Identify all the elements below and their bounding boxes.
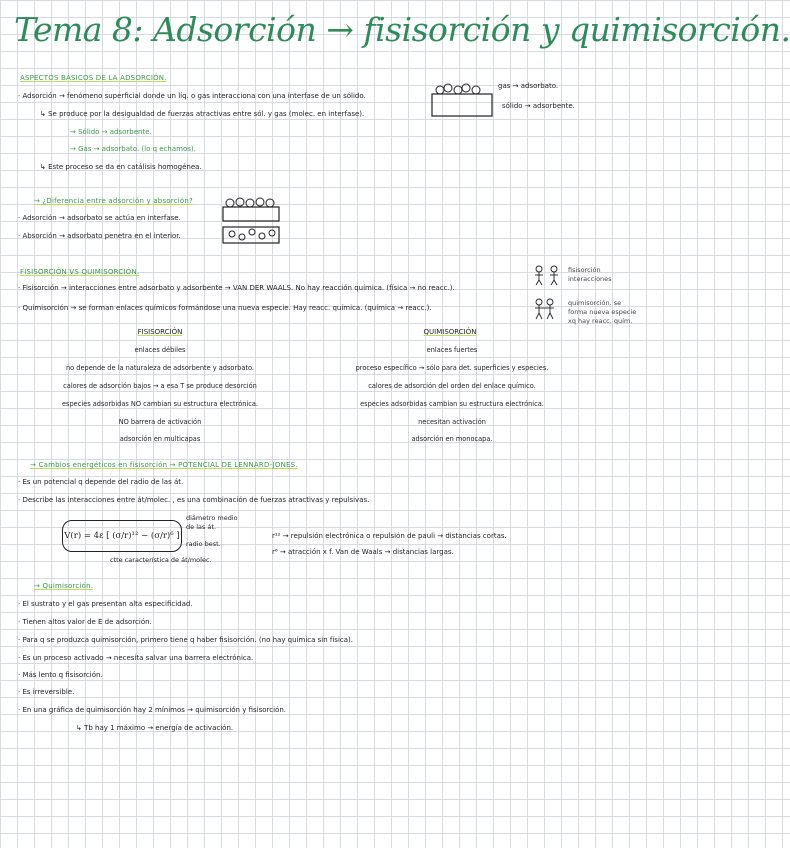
label-solido-adsorbente: sólido → adsorbente.	[502, 102, 575, 110]
qui-row: calores de adsorción del orden del enlace químico.	[368, 382, 536, 390]
fis-row: enlaces débiles	[134, 346, 186, 354]
text-r6-atraccion: r⁶ → atracción x f. Van de Waals → distancias largas.	[272, 548, 454, 556]
quimisorcion-point: · Tienen altos valor de E de adsorción.	[18, 618, 152, 626]
adsorption-diagram-icon	[428, 78, 496, 120]
text-adsorcion-def: · Adsorción → fenómeno superficial donde un líq. o gas interacciona con una interfase de un sólido.	[18, 92, 366, 100]
quimisorcion-point: · Para q se produzca quimisorción, primero tiene q haber fisisorción. (no hay química sin física).	[18, 636, 353, 644]
section-heading-diferencia: → ¿Diferencia entre adsorción y absorción?	[34, 197, 193, 205]
text-maximo: ↳ Tb hay 1 máximo → energía de activación.	[76, 724, 234, 732]
text-describe: · Describe las interacciones entre át/molec. , es una combinación de fuerzas atractivas y repulsivas.	[18, 496, 370, 504]
quimisorcion-point: · Más lento q fisisorción.	[18, 671, 103, 679]
text-quimisorcion-def: · Quimisorción → se forman enlaces químicos formándose una nueva especie. Hay reacc. química. (química → reacc.).	[18, 304, 432, 312]
fis-row: calores de adsorción bajos → a esa T se produce desorción	[63, 382, 257, 390]
text-desigualdad: ↳ Se produce por la desigualdad de fuerzas atractivas entre sól. y gas (molec. en interfase).	[40, 110, 365, 118]
text-catalisis: ↳ Este proceso se da en catálisis homogénea.	[40, 163, 202, 171]
section-heading-lennard-jones: → Cambios energéticos en fisisorción → POTENCIAL DE LENNARD-JONES.	[30, 461, 298, 469]
fisisorcion-column-header: FISISORCIÓN	[137, 328, 183, 336]
text-absorcion-interior: · Absorción → adsorbato penetra en el interior.	[18, 232, 181, 240]
section-heading-quimisorcion: → Quimisorción.	[34, 582, 94, 590]
quimisorcion-point: · Es un proceso activado → necesita salvar una barrera electrónica.	[18, 654, 254, 662]
side-note-fisisorcion: fisisorción interacciones	[568, 266, 612, 283]
label-gas-adsorbato: gas → adsorbato.	[498, 82, 559, 90]
stick-figures-icon	[532, 264, 572, 326]
text-fisisorcion-def: · Fisisorción → interacciones entre adsorbato y adsorbente → VAN DER WAALS. No hay reacción química. (física → no reacc.).	[18, 284, 455, 292]
qui-row: adsorción en monocapa.	[411, 435, 493, 443]
lennard-jones-formula: V(r) = 4ε [ (σ/r)¹² − (σ/r)⁶ ]	[62, 520, 182, 552]
annotation-diametro: diámetro medio de las át.	[186, 514, 238, 531]
text-adsorcion-interfase: · Adsorción → adsorbato se actúa en interfase.	[18, 214, 181, 222]
quimisorcion-point: · El sustrato y el gas presentan alta especificidad.	[18, 600, 193, 608]
section-heading-aspectos: ASPECTOS BÁSICOS DE LA ADSORCIÓN.	[20, 74, 167, 82]
qui-row: necesitan activación	[418, 418, 486, 426]
annotation-radio: radio best.	[186, 540, 221, 548]
qui-row: especies adsorbidas cambian su estructura electrónica.	[360, 400, 544, 408]
quimisorcion-column-header: QUIMISORCIÓN	[423, 328, 477, 336]
fis-row: especies adsorbidas NO cambian su estructura electrónica.	[61, 400, 259, 408]
quimisorcion-point: · En una gráfica de quimisorción hay 2 mínimos → quimisorción y fisisorción.	[18, 706, 286, 714]
fis-row: no depende de la naturaleza de adsorbente y adsorbato.	[66, 364, 254, 372]
text-r12-repulsion: r¹² → repulsión electrónica o repulsión de pauli → distancias cortas.	[272, 532, 507, 540]
page-title: Tema 8: Adsorción → fisisorción y quimisorción.	[14, 10, 790, 49]
absorption-diagram-icon	[220, 196, 282, 248]
fis-row: adsorción en multicapas	[119, 435, 201, 443]
fis-row: NO barrera de activación	[118, 418, 202, 426]
section-heading-fis-vs-qui: FISISORCIÓN VS QUIMISORCIÓN.	[20, 268, 140, 276]
text-potencial: · Es un potencial q depende del radio de las át.	[18, 478, 184, 486]
qui-row: enlaces fuertes	[426, 346, 478, 354]
annotation-epsilon: ctte característica de át/molec.	[110, 556, 212, 564]
side-note-quimisorcion: quimisorción. se forma nueva especie xq hay reacc. quím.	[568, 299, 637, 325]
text-gas: → Gas → adsorbato. (lo q echamos).	[70, 145, 196, 153]
text-solido: → Sólido → adsorbente.	[70, 128, 152, 136]
quimisorcion-point: · Es irreversible.	[18, 688, 75, 696]
qui-row: proceso específico → sólo para det. superficies y especies.	[355, 364, 549, 372]
